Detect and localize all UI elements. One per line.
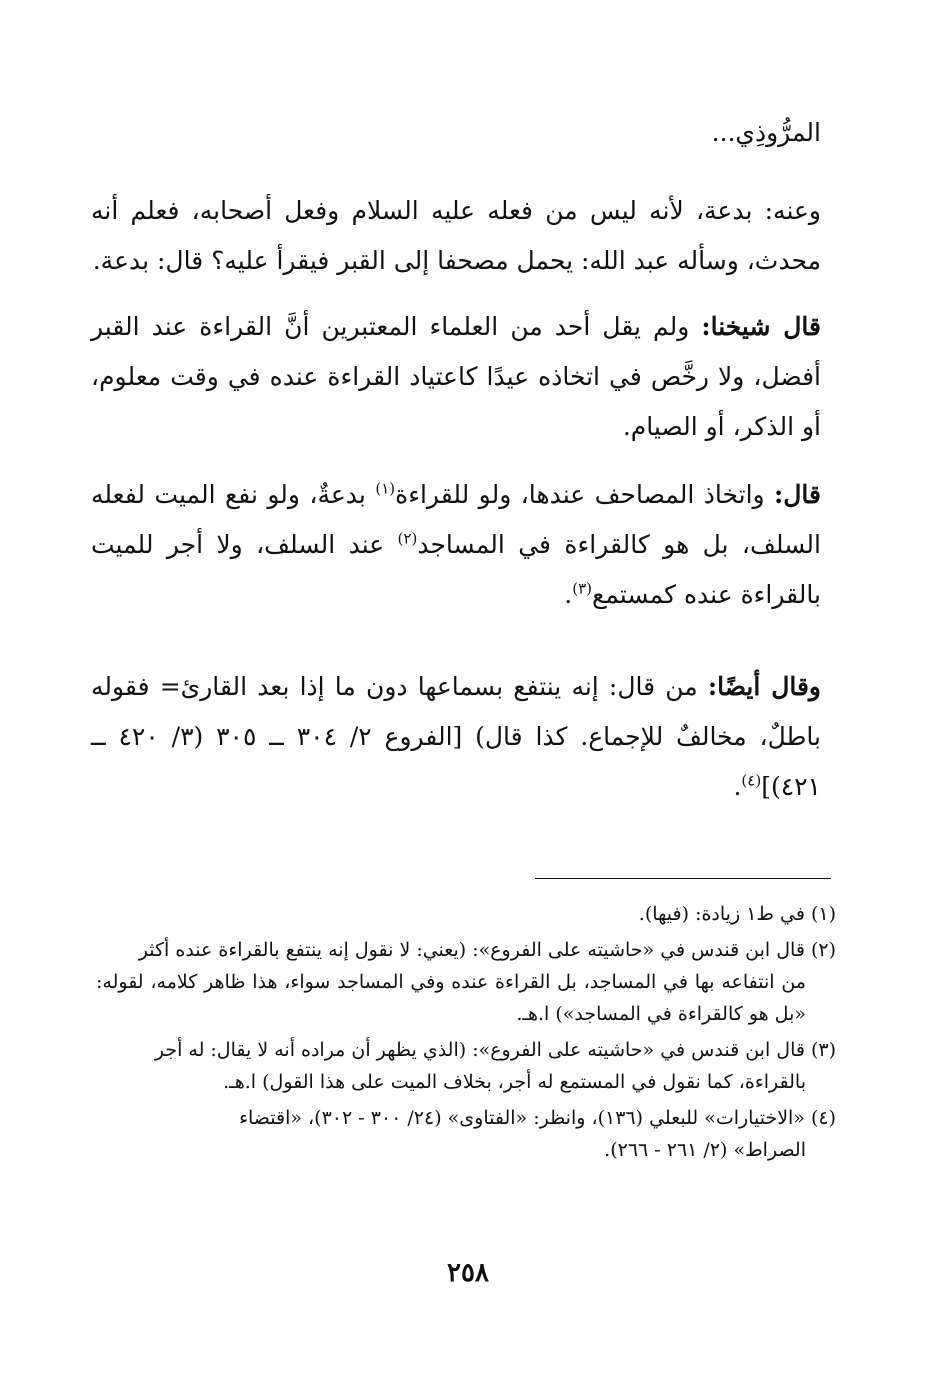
section-heading bbox=[91, 108, 821, 158]
page-number: ٢٥٨ bbox=[447, 1258, 489, 1288]
footnote-4 bbox=[96, 1102, 836, 1166]
footnote-2-number: (٢) bbox=[810, 939, 836, 961]
footnote-1 bbox=[96, 898, 836, 930]
footnote-4-text: «الاختيارات» للبعلي (١٣٦)، وانظر: «الفتاوى» (٢٤/ ٣٠٠ - ٣٠٢)، «اقتضاء bbox=[239, 1107, 805, 1129]
footnote-1-text: في ط١ زيادة: (فيها). bbox=[638, 903, 805, 925]
footnote-4-number: (٤) bbox=[810, 1107, 836, 1129]
paragraph-4-text-a: من قال: إنه ينتفع بسماعها دون ما إذا بعد القارئ= فقوله باطلٌ، مخالفٌ للإجماع. كذا قال) [الفروع ٢/ ٣٠٤ ــ ٣٠٥ (٣/ ٤٢٠ ــ ٤٢١)] bbox=[91, 672, 821, 801]
paragraph-3 bbox=[91, 470, 821, 620]
paragraph-3-text-d: . bbox=[564, 580, 573, 609]
footnote-separator bbox=[535, 878, 831, 879]
heading-text: المرُّوذِي... bbox=[711, 118, 821, 147]
paragraph-3-text-c: عند السلف، ولا أجر للميت بالقراءة عنده كمستمع bbox=[91, 530, 821, 609]
paragraph-4-text-b: . bbox=[733, 772, 742, 801]
footnote-3-text: قال ابن قندس في «حاشيته على الفروع»: (الذي يظهر أن مراده أنه لا يقال: له أجر bbox=[154, 1039, 805, 1061]
footnote-ref-3[interactable]: (٣) bbox=[572, 579, 593, 598]
footnote-ref-4[interactable]: (٤) bbox=[741, 771, 762, 790]
paragraph-4-lead: وقال أيضًا: bbox=[707, 672, 822, 701]
paragraph-2 bbox=[91, 302, 821, 452]
paragraph-3-text-b: بدعةٌ، ولو نفع الميت لفعله السلف، بل هو كالقراءة في المساجد bbox=[91, 480, 821, 559]
footnote-4-continuation: الصراط» (٢/ ٢٦١ - ٢٦٦). bbox=[604, 1139, 806, 1161]
footnote-2-text: قال ابن قندس في «حاشيته على الفروع»: (يعني: لا نقول إنه ينتفع بالقراءة عنده أكثر bbox=[138, 939, 805, 961]
footnote-3-continuation: بالقراءة، كما نقول في المستمع له أجر، بخلاف الميت على هذا القول) ا.هـ. bbox=[223, 1071, 806, 1093]
paragraph-1-text: وعنه: بدعة، لأنه ليس من فعله عليه السلام وفعل أصحابه، فعلم أنه محدث، وسأله عبد الله: يحمل مصحفا إلى القبر فيقرأ عليه؟ قال: بدعة. bbox=[91, 196, 821, 275]
footnote-1-number: (١) bbox=[810, 903, 836, 925]
footnote-3-number: (٣) bbox=[810, 1039, 836, 1061]
footnote-3 bbox=[96, 1034, 836, 1098]
footnote-ref-2[interactable]: (٢) bbox=[397, 529, 418, 548]
paragraph-3-lead: قال: bbox=[774, 480, 821, 509]
footnote-2-continuation: من انتفاعه بها في المساجد، بل القراءة عنده وفي المساجد سواء، هذا ظاهر كلامه، لقوله: «بل هو كالقراءة في المساجد») ا.هـ. bbox=[96, 971, 806, 1025]
paragraph-1 bbox=[91, 186, 821, 286]
footnote-ref-1[interactable]: (١) bbox=[375, 479, 396, 498]
footnote-2 bbox=[96, 934, 836, 1030]
paragraph-2-lead: قال شيخنا: bbox=[701, 312, 821, 341]
paragraph-4 bbox=[91, 662, 821, 812]
paragraph-3-text-a: واتخاذ المصاحف عندها، ولو للقراءة bbox=[395, 480, 775, 509]
paragraph-2-text: ولم يقل أحد من العلماء المعتبرين أنَّ القراءة عند القبر أفضل، ولا رخَّص في اتخاذه عيدًا كاعتياد القراءة عنده في وقت معلوم، أو الذكر، أو الصيام. bbox=[91, 312, 821, 441]
footnotes bbox=[96, 898, 836, 1170]
